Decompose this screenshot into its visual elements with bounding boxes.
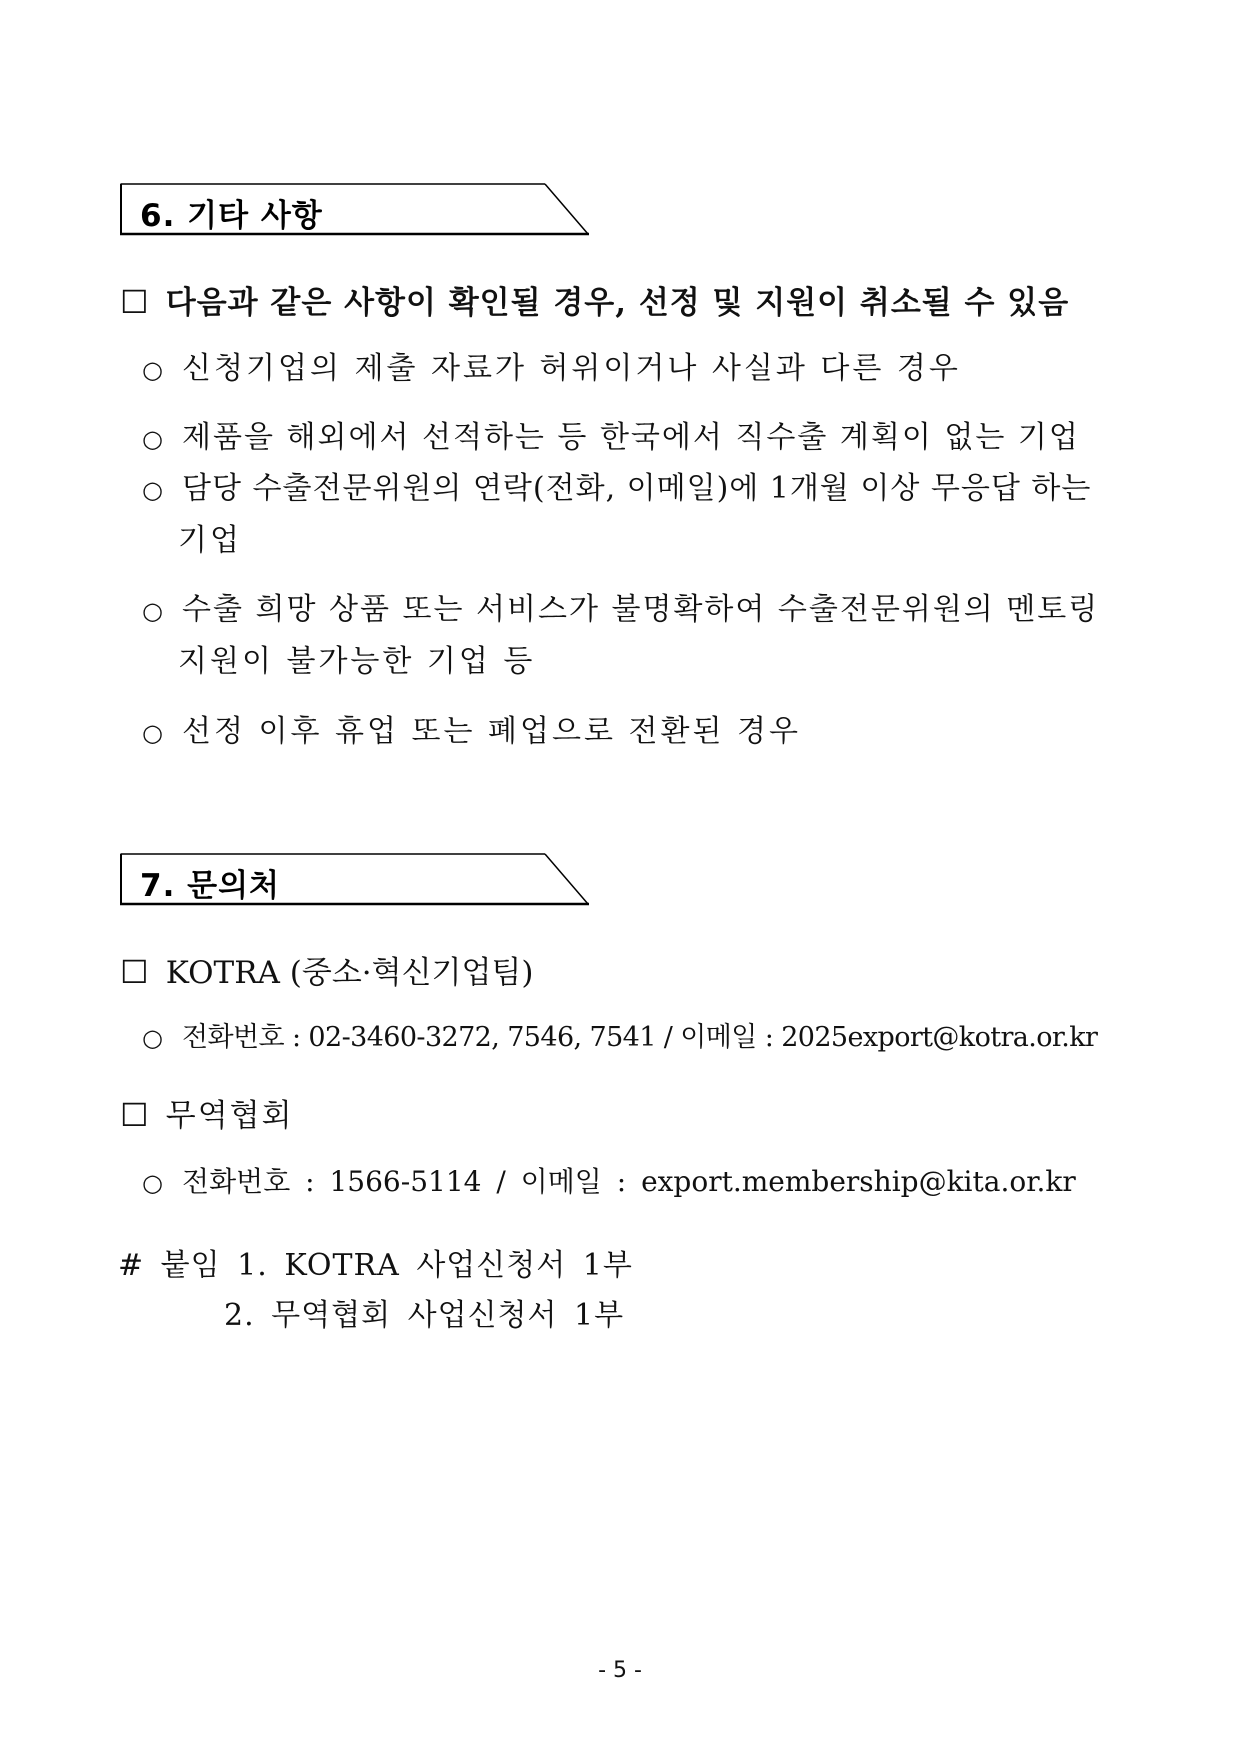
checkbox-square-icon: ☐ — [120, 1096, 149, 1134]
list-item-text: 신청기업의 제출 자료가 허위이거나 사실과 다른 경우 — [182, 351, 961, 386]
bullet-circle-icon: ○ — [142, 719, 163, 747]
checkbox-square-icon: ☐ — [120, 283, 149, 321]
section-6-title: 6. 기타 사항 — [140, 198, 323, 234]
section-7-title: 7. 문의처 — [140, 868, 280, 904]
attachment-line-1: # 붙임 1. KOTRA 사업신청서 1부 — [118, 1248, 633, 1283]
checkbox-square-icon: ☐ — [120, 953, 149, 991]
contact-org-kita — [120, 1090, 294, 1135]
section-6-heading-text: 다음과 같은 사항이 확인될 경우, 선정 및 지원이 취소될 수 있음 — [165, 285, 1070, 321]
contact-detail-text: 전화번호 : 1566-5114 / 이메일 : export.membership@kita.or.kr — [182, 1165, 1076, 1198]
list-item-continuation: 기업 — [178, 523, 242, 558]
bullet-circle-icon: ○ — [142, 356, 163, 384]
contact-org-name: KOTRA (중소·혁신기업팀) — [165, 955, 534, 991]
contact-org-kotra — [120, 947, 533, 992]
list-item-text: 담당 수출전문위원의 연락(전화, 이메일)에 1개월 이상 무응답 하는 — [182, 471, 1092, 506]
list-item — [142, 706, 801, 750]
list-item — [142, 463, 1091, 507]
section-6-heading — [120, 277, 1069, 322]
list-item — [142, 412, 1080, 456]
contact-detail-kita — [142, 1160, 1076, 1200]
list-item — [142, 343, 961, 387]
section-6-header — [120, 182, 590, 236]
list-item-text: 선정 이후 휴업 또는 폐업으로 전환된 경우 — [182, 714, 801, 749]
page-number: - 5 - — [598, 1658, 642, 1683]
list-item — [142, 584, 1099, 628]
contact-detail-text: 전화번호 : 02-3460-3272, 7546, 7541 / 이메일 : 2025export@kotra.or.kr — [182, 1022, 1098, 1053]
bullet-circle-icon: ○ — [142, 425, 163, 453]
attachment-line-2: 2. 무역협회 사업신청서 1부 — [224, 1298, 625, 1333]
bullet-circle-icon: ○ — [142, 597, 163, 625]
bullet-circle-icon: ○ — [142, 476, 163, 504]
contact-org-name: 무역협회 — [165, 1098, 294, 1134]
contact-detail-kotra — [142, 1015, 1097, 1054]
bullet-circle-icon: ○ — [142, 1169, 163, 1197]
list-item-text: 제품을 해외에서 선적하는 등 한국에서 직수출 계획이 없는 기업 — [182, 420, 1080, 455]
list-item-continuation: 지원이 불가능한 기업 등 — [178, 644, 536, 679]
list-item-text: 수출 희망 상품 또는 서비스가 불명확하여 수출전문위원의 멘토링 — [182, 592, 1100, 627]
section-7-header — [120, 852, 590, 906]
bullet-circle-icon: ○ — [142, 1024, 163, 1052]
